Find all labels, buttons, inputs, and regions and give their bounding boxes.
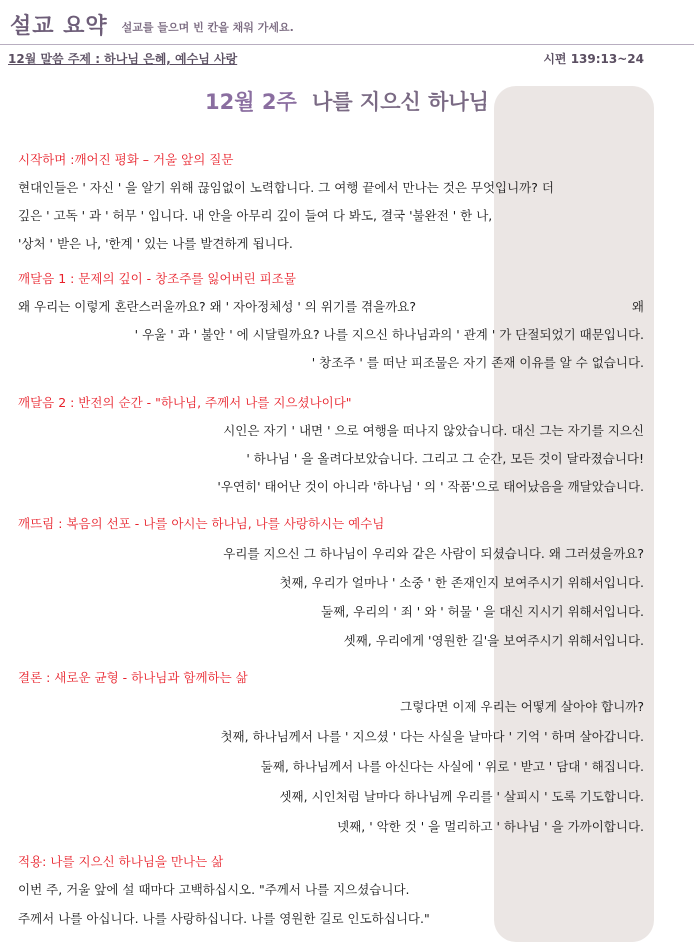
section-line: ' 하나님 ' 을 올려다보았습니다. 그리고 그 순간, 모든 것이 달라졌습니다! [246, 451, 644, 466]
section-line: 넷째, ' 악한 것 ' 을 멀리하고 ' 하나님 ' 을 가까이합니다. [337, 819, 644, 834]
section-line: 주께서 나를 아십니다. 나를 사랑하십니다. 나를 영원한 길로 인도하십니다." [18, 911, 430, 926]
monthly-theme: 12월 말씀 주제 : 하나님 은혜, 예수님 사랑 [8, 52, 238, 66]
section-title: 깨달음 1 : 문제의 깊이 - 창조주를 잃어버린 피조물 [18, 271, 296, 286]
section-line: 그렇다면 이제 우리는 어떻게 살아야 합니까? [400, 699, 644, 714]
section-line: 이번 주, 거울 앞에 설 때마다 고백하십시오. "주께서 나를 지으셨습니다. [18, 882, 410, 897]
section-line: 깊은 ' 고독 ' 과 ' 허무 ' 입니다. 내 안을 아무리 깊이 들여 다 봐도, 결국 '불완전 ' 한 나, [18, 208, 493, 223]
section-line: '우연히' 태어난 것이 아니라 '하나님 ' 의 ' 작품'으로 태어났음을 깨달았습니다. [217, 479, 644, 494]
sermon-heading [0, 86, 694, 116]
section-line: 첫째, 하나님께서 나를 ' 지으셨 ' 다는 사실을 날마다 ' 기억 ' 하며 살아갑니다. [220, 729, 644, 744]
section-title: 깨뜨림 : 복음의 선포 - 나를 아시는 하나님, 나를 사랑하시는 예수님 [18, 516, 385, 531]
section-line: 왜 우리는 이렇게 혼란스러울까요? 왜 ' 자아정체성 ' 의 위기를 겪을까요? [18, 299, 416, 314]
section-title: 깨달음 2 : 반전의 순간 - "하나님, 주께서 나를 지으셨나이다" [18, 395, 352, 410]
section-title: 시작하며 :깨어진 평화 – 거울 앞의 질문 [18, 152, 234, 167]
section-line: 둘째, 하나님께서 나를 아신다는 사실에 ' 위로 ' 받고 ' 담대 ' 해집니다. [260, 759, 644, 774]
sermon-title: 나를 지으신 하나님 [312, 90, 489, 114]
section-title: 적용: 나를 지으신 하나님을 만나는 삶 [18, 854, 224, 869]
section-line: 셋째, 우리에게 '영원한 길'을 보여주시기 위해서입니다. [343, 633, 644, 648]
section-line: 첫째, 우리가 얼마나 ' 소중 ' 한 존재인지 보여주시기 위해서입니다. [279, 575, 644, 590]
section-line: '상처 ' 받은 나, '한계 ' 있는 나를 발견하게 됩니다. [18, 236, 293, 251]
section-title: 결론 : 새로운 균형 - 하나님과 함께하는 삶 [18, 670, 248, 685]
section-line: 시인은 자기 ' 내면 ' 으로 여행을 떠나지 않았습니다. 대신 그는 자기를 지으신 [223, 423, 644, 438]
section-line: ' 창조주 ' 를 떠난 피조물은 자기 존재 이유를 알 수 없습니다. [311, 355, 644, 370]
sermon-week: 12월 2주 [205, 90, 297, 114]
scripture-reference: 시편 139:13~24 [543, 52, 644, 66]
section-line: ' 우울 ' 과 ' 불안 ' 에 시달릴까요? 나를 지으신 하나님과의 ' 관계 ' 가 단절되었기 때문입니다. [134, 327, 644, 342]
page-subtitle: 설교를 들으며 빈 칸을 채워 가세요. [121, 21, 294, 34]
section-line: 현대인들은 ' 자신 ' 을 알기 위해 끊임없이 노력합니다. 그 여행 끝에서 만나는 것은 무엇입니까? 더 [18, 180, 554, 195]
section-line: 둘째, 우리의 ' 죄 ' 와 ' 허물 ' 을 대신 지시기 위해서입니다. [321, 604, 644, 619]
decorative-band [494, 86, 654, 942]
section-line: 우리를 지으신 그 하나님이 우리와 같은 사람이 되셨습니다. 왜 그러셨을까요? [223, 546, 644, 561]
section-line: 셋째, 시인처럼 날마다 하나님께 우리를 ' 살피시 ' 도록 기도합니다. [279, 789, 644, 804]
page-title: 설교 요약 [10, 14, 108, 39]
section-line: 왜 [631, 299, 644, 314]
header-divider [0, 44, 694, 45]
page-header [10, 4, 294, 40]
